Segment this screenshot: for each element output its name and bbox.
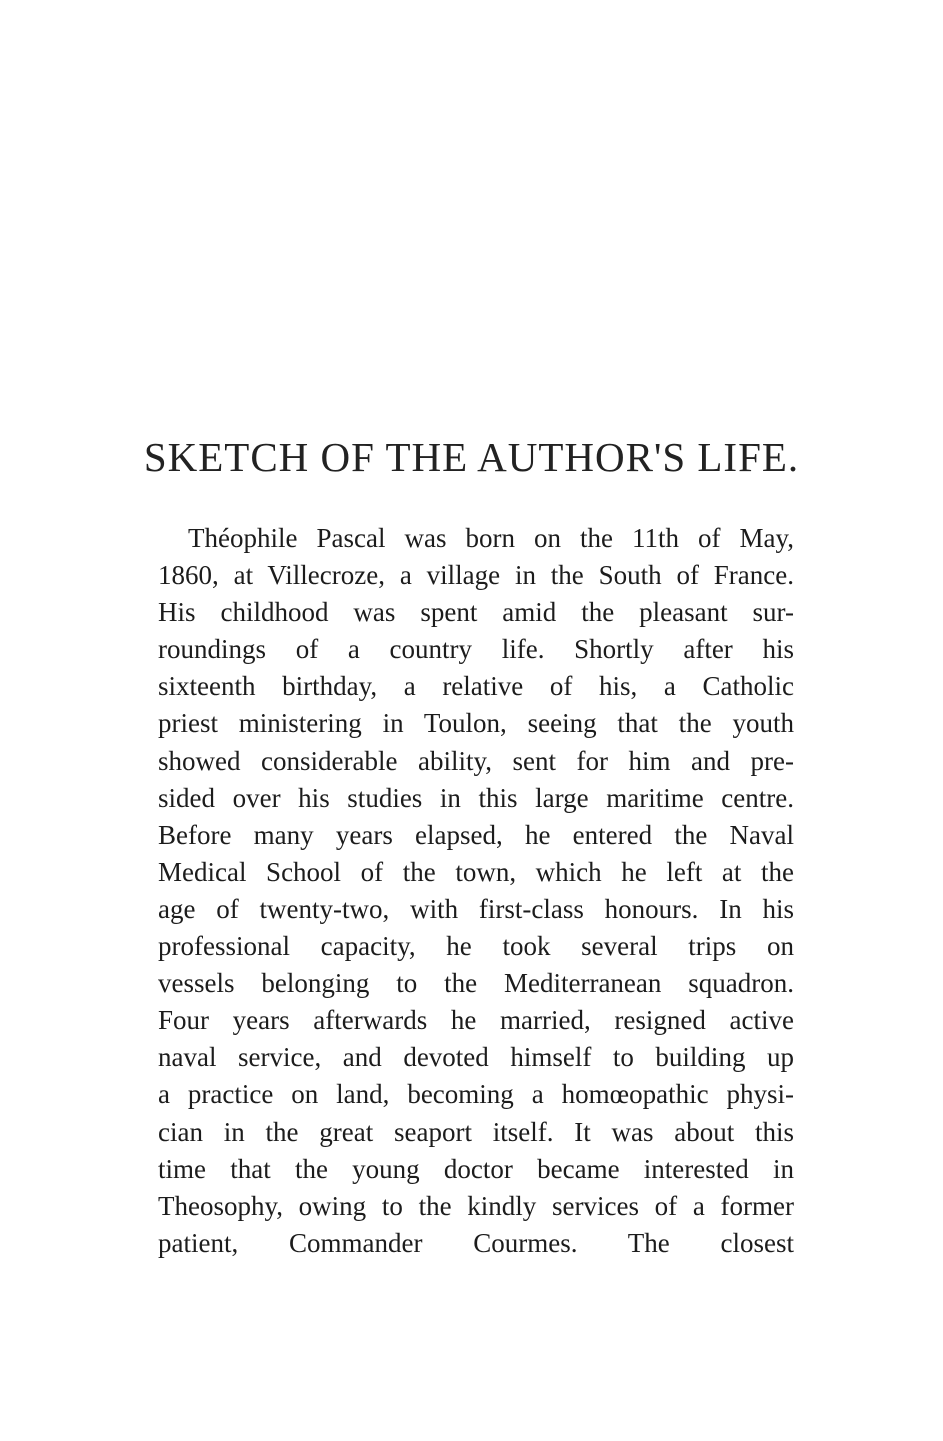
text-line: Theosophy, owing to the kindly services of a former xyxy=(158,1190,794,1221)
text-line: priest ministering in Toulon, seeing that the youth xyxy=(158,708,794,739)
text-line: age of twenty-two, with first-class honours. In his xyxy=(158,893,794,924)
text-line: a practice on land, becoming a homœopathic physi- xyxy=(158,1079,794,1110)
text-line: sixteenth birthday, a relative of his, a Catholic xyxy=(158,671,794,702)
text-line: vessels belonging to the Mediterranean squadron. xyxy=(158,968,794,999)
text-line: professional capacity, he took several trips on xyxy=(158,931,794,962)
text-line: showed considerable ability, sent for him and pre- xyxy=(158,745,794,776)
text-line: Medical School of the town, which he left at the xyxy=(158,856,794,887)
text-line: Four years afterwards he married, resigned active xyxy=(158,1005,794,1036)
text-line: His childhood was spent amid the pleasant sur- xyxy=(158,597,794,628)
text-line: 1860, at Villecroze, a village in the South of France. xyxy=(158,560,794,591)
text-line: patient, Commander Courmes. The closest xyxy=(158,1227,794,1258)
text-line: time that the young doctor became interested in xyxy=(158,1153,794,1184)
text-line: roundings of a country life. Shortly after his xyxy=(158,634,794,665)
text-line: Théophile Pascal was born on the 11th of May, xyxy=(188,523,794,553)
body-paragraph xyxy=(158,520,794,1262)
text-line: cian in the great seaport itself. It was about this xyxy=(158,1116,794,1147)
chapter-title: SKETCH OF THE AUTHOR'S LIFE. xyxy=(143,434,800,480)
text-line: sided over his studies in this large maritime centre. xyxy=(158,782,794,813)
text-line: Before many years elapsed, he entered the Naval xyxy=(158,819,794,850)
text-line: naval service, and devoted himself to building up xyxy=(158,1042,794,1073)
